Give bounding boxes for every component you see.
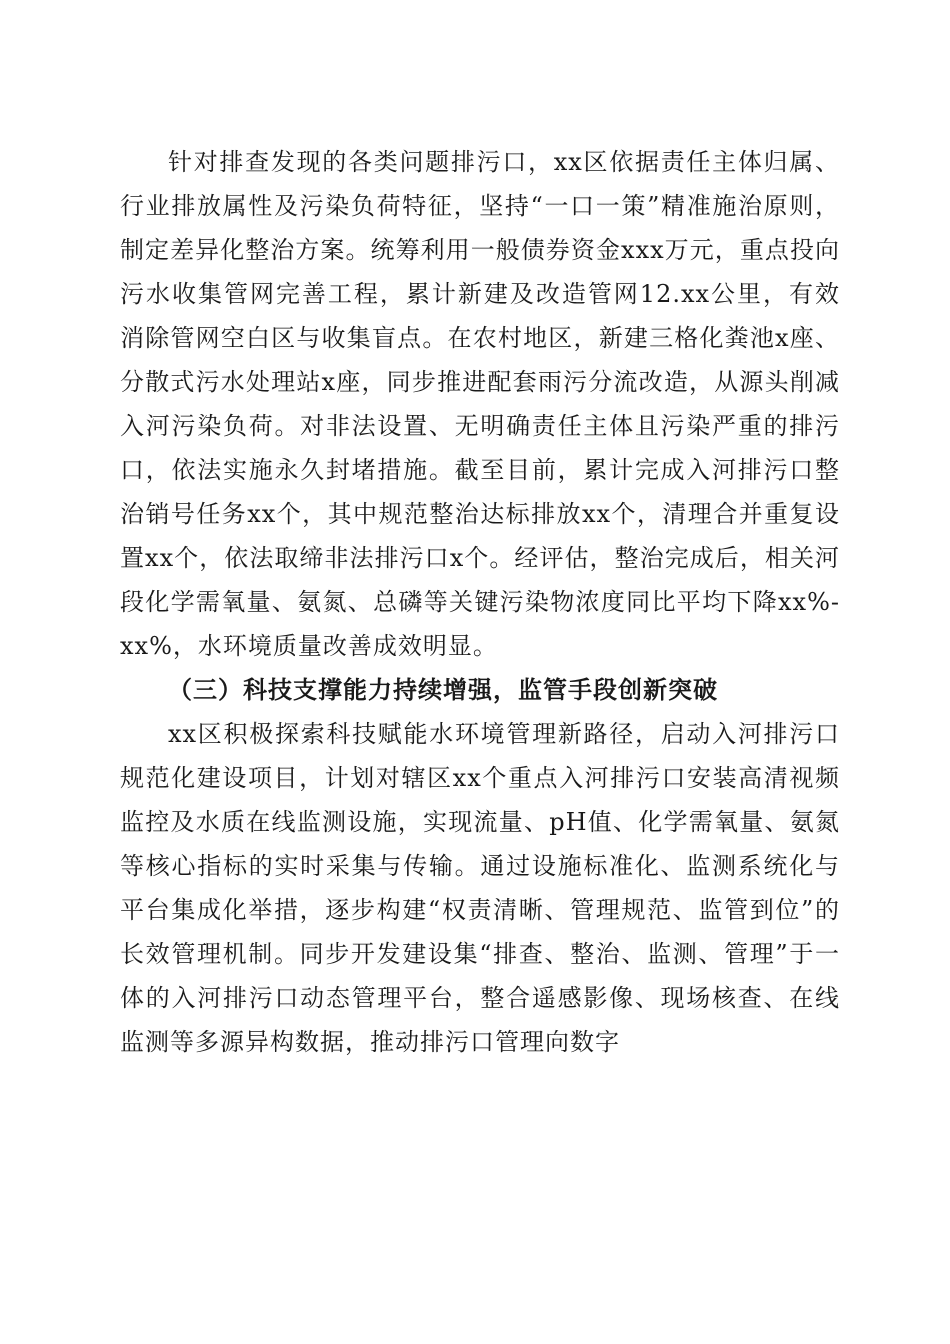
body-paragraph: 针对排查发现的各类问题排污口，xx区依据责任主体归属、行业排放属性及污染负荷特征，坚持“一口一策”精准施治原则，制定差异化整治方案。统筹利用一般债券资金xxx万元，重点投向污水收集管网完善工程，累计新建及改造管网12.xx公里，有效消除管网空白区与收集盲点。在农村地区，新建三格化粪池x座、分散式污水处理站x座，同步推进配套雨污分流改造，从源头削减入河污染负荷。对非法设置、无明确责任主体且污染严重的排污口，依法实施永久封堵措施。截至目前，累计完成入河排污口整治销号任务xx个，其中规范整治达标排放xx个，清理合并重复设置xx个，依法取缔非法排污口x个。经评估，整治完成后，相关河段化学需氧量、氨氮、总磷等关键污染物浓度同比平均下降xx%-xx%，水环境质量改善成效明显。	[120, 148, 840, 660]
section-heading: （三）科技支撑能力持续增强，监管手段创新突破	[168, 675, 718, 704]
document-body	[120, 140, 840, 1064]
body-paragraph: xx区积极探索科技赋能水环境管理新路径，启动入河排污口规范化建设项目，计划对辖区xx个重点入河排污口安装高清视频监控及水质在线监测设施，实现流量、pH值、化学需氧量、氨氮等核心指标的实时采集与传输。通过设施标准化、监测系统化与平台集成化举措，逐步构建“权责清晰、管理规范、监管到位”的长效管理机制。同步开发建设集“排查、整治、监测、管理”于一体的入河排污口动态管理平台，整合遥感影像、现场核查、在线监测等多源异构数据，推动排污口管理向数字	[120, 720, 840, 1056]
